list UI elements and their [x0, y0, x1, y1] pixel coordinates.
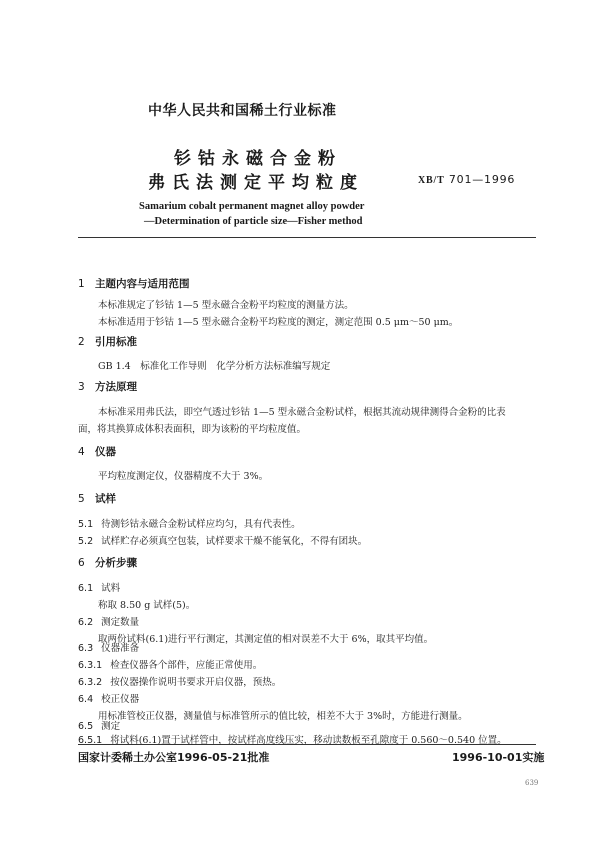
standard-code: [418, 173, 515, 186]
title-line-1: 钐钴永磁合金粉: [174, 149, 342, 169]
clause-6-5: 6.5 测定: [78, 721, 121, 732]
paragraph: 平均粒度测定仪，仪器精度不大于 3%。: [98, 471, 269, 482]
section-heading-2: 2 引用标准: [78, 336, 137, 348]
header-divider: [78, 237, 536, 238]
paragraph: 取两份试料(6.1)进行平行测定，其测定值的相对误差不大于 6%，取其平均值。: [98, 634, 434, 645]
paragraph: 用标准管校正仪器，测量值与标准管所示的值比较，相差不大于 3%时，方能进行测量。: [98, 711, 468, 722]
approval-statement: 国家计委稀土办公室1996-05-21批准: [78, 751, 270, 764]
footer-divider: [78, 744, 536, 745]
paragraph: 面，将其换算成体积表面积，即为该粉的平均粒度值。: [78, 424, 307, 435]
paragraph: 本标准规定了钐钴 1—5 型永磁合金粉平均粒度的测量方法。: [98, 300, 354, 311]
clause-6-3-2: 6.3.2 按仪器操作说明书要求开启仪器，预热。: [78, 677, 282, 688]
standard-code-prefix: XB/T: [418, 175, 445, 186]
clause-6-3-1: 6.3.1 检查仪器各个部件，应能正常使用。: [78, 660, 263, 671]
clause-6-1: 6.1 试料: [78, 583, 121, 594]
paragraph: 本标准适用于钐钴 1—5 型永磁合金粉平均粒度的测定，测定范围 0.5 μm～50 μm。: [98, 317, 459, 328]
section-heading-4: 4 仪器: [78, 446, 116, 458]
section-heading-6: 6 分析步骤: [78, 557, 137, 569]
standard-code-number: 701—1996: [448, 173, 516, 186]
english-title-line-2: —Determination of particle size—Fisher method: [144, 216, 363, 227]
clause-6-2: 6.2 测定数量: [78, 617, 140, 628]
clause-6-4: 6.4 校正仪器: [78, 694, 140, 705]
clause-6-3: 6.3 仪器准备: [78, 643, 140, 654]
section-heading-3: 3 方法原理: [78, 381, 137, 393]
section-heading-1: 1 主题内容与适用范围: [78, 278, 190, 290]
english-title-line-1: Samarium cobalt permanent magnet alloy powder: [139, 201, 365, 212]
implementation-date: 1996-10-01实施: [452, 751, 545, 764]
paragraph: 本标准采用弗氏法，即空气透过钐钴 1—5 型永磁合金粉试样，根据其流动规律测得合金粉的比表: [98, 407, 506, 418]
paragraph: GB 1.4 标准化工作导则 化学分析方法标准编写规定: [98, 361, 331, 372]
issuing-organization: 中华人民共和国稀土行业标准: [148, 103, 337, 119]
page-number: 639: [525, 779, 539, 787]
section-heading-5: 5 试样: [78, 493, 116, 505]
title-line-2: 弗氏法测定平均粒度: [148, 173, 364, 193]
clause-5-1: 5.1 待测钐钴永磁合金粉试样应均匀，具有代表性。: [78, 519, 301, 530]
clause-5-2: 5.2 试样贮存必须真空包装，试样要求干燥不能氧化，不得有团块。: [78, 536, 368, 547]
paragraph: 称取 8.50 g 试样(5)。: [98, 600, 196, 611]
clause-6-5-1: 6.5.1 将试料(6.1)置于试样管中，按试样高度线压实，移动读数板至孔隙度于 0.560～0.540 位置。: [78, 735, 507, 746]
